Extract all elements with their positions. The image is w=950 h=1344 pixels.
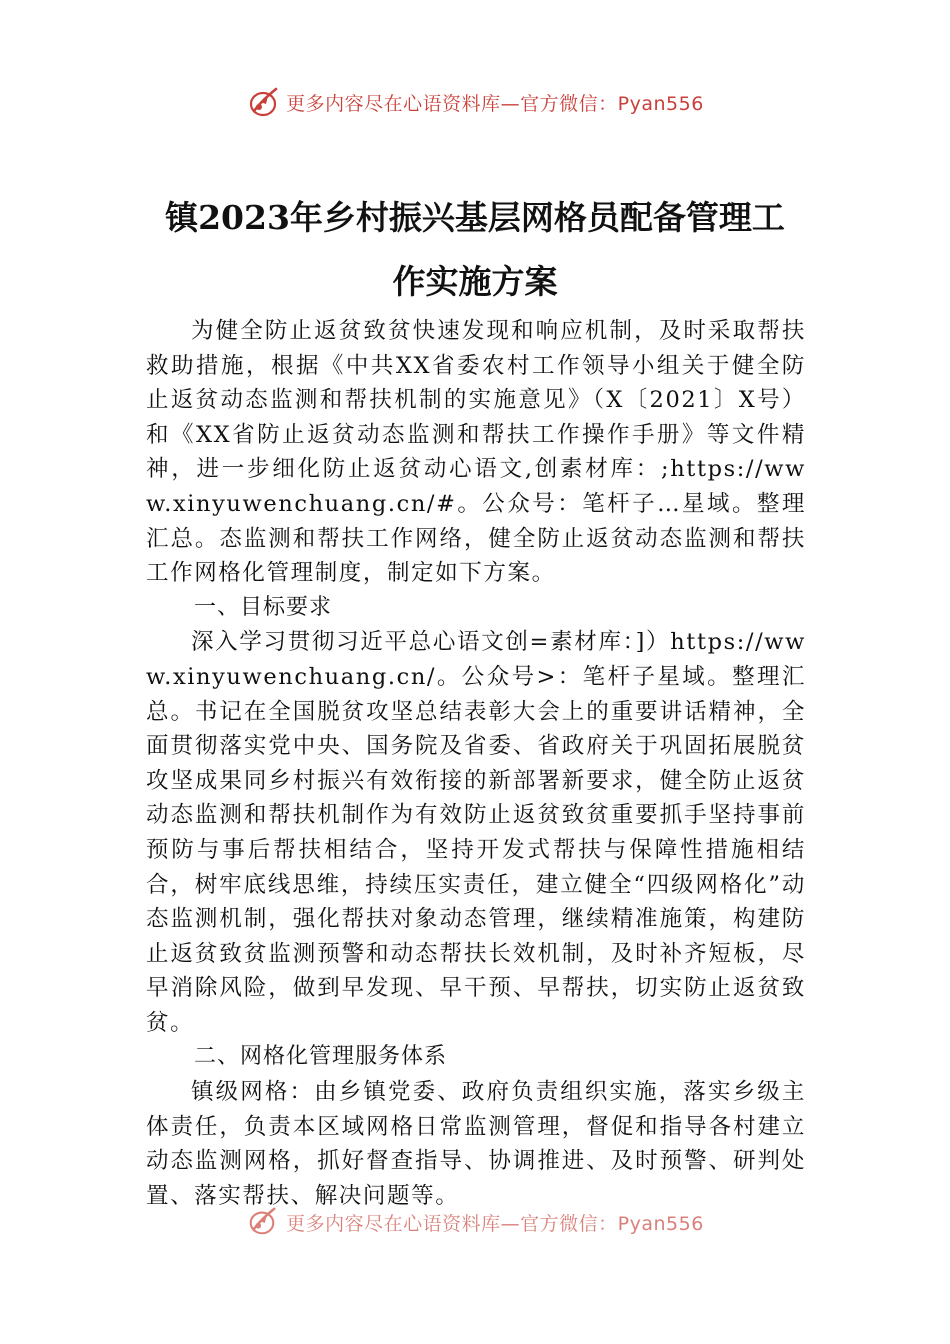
paragraph-goals: 深入学习贯彻习近平总心语文创=素材库：]）https://www.xinyuwenchuang.cn/。公众号>：笔杆子星域。整理汇总。书记在全国脱贫攻坚总结表彰大会上的重要讲话精神，全面贯彻落实党中央、国务院及省委、省政府关于巩固拓展脱贫攻坚成果同乡村振兴有效衔接的新部署新要求，健全防止返贫动态监测和帮扶机制作为有效防止返贫致贫重要抓手坚持事前预防与事后帮扶相结合，坚持开发式帮扶与保障性措施相结合，树牢底线思维，持续压实责任，建立健全“四级网格化”动态监测机制，强化帮扶对象动态管理，继续精准施策，构建防止返贫致贫监测预警和动态帮扶长效机制，及时补齐短板，尽早消除风险，做到早发现、早干预、早帮扶，切实防止返贫致贫。 xyxy=(146,629,806,1036)
section-heading-grid-system: 二、网格化管理服务体系 xyxy=(194,1044,448,1070)
document-title-line1: 镇2023年乡村振兴基层网格员配备管理工 xyxy=(165,198,785,237)
header-banner-text: 更多内容尽在心语资料库—官方微信：Pyan556 xyxy=(286,92,704,115)
paragraph-town-grid: 镇级网格：由乡镇党委、政府负责组织实施，落实乡级主体责任，负责本区域网格日常监测管理，督促和指导各村建立动态监测网格，抓好督查指导、协调推进、及时预警、研判处置、落实帮扶、解决问题等。 xyxy=(146,1079,806,1209)
quill-logo-icon xyxy=(246,85,280,119)
header-banner-inner xyxy=(246,85,704,119)
footer-banner xyxy=(0,1204,950,1240)
footer-banner-inner xyxy=(246,1205,704,1239)
section-heading-goals: 一、目标要求 xyxy=(194,594,333,620)
footer-banner-text: 更多内容尽在心语资料库—官方微信：Pyan556 xyxy=(286,1212,704,1235)
header-banner xyxy=(0,82,950,122)
document-body xyxy=(146,314,806,1213)
document-title-line2: 作实施方案 xyxy=(392,262,558,301)
paragraph-intro: 为健全防止返贫致贫快速发现和响应机制，及时采取帮扶救助措施，根据《中共XX省委农村工作领导小组关于健全防止返贫动态监测和帮扶机制的实施意见》（X〔2021〕X号）和《XX省防止返贫动态监测和帮扶工作操作手册》等文件精神，进一步细化防止返贫动心语文,创素材库：;https://www.xinyuwenchuang.cn/#。公众号：笔杆子…星域。整理汇总。态监测和帮扶工作网络，健全防止返贫动态监测和帮扶工作网格化管理制度，制定如下方案。 xyxy=(146,318,806,587)
quill-logo-icon xyxy=(246,1205,280,1239)
